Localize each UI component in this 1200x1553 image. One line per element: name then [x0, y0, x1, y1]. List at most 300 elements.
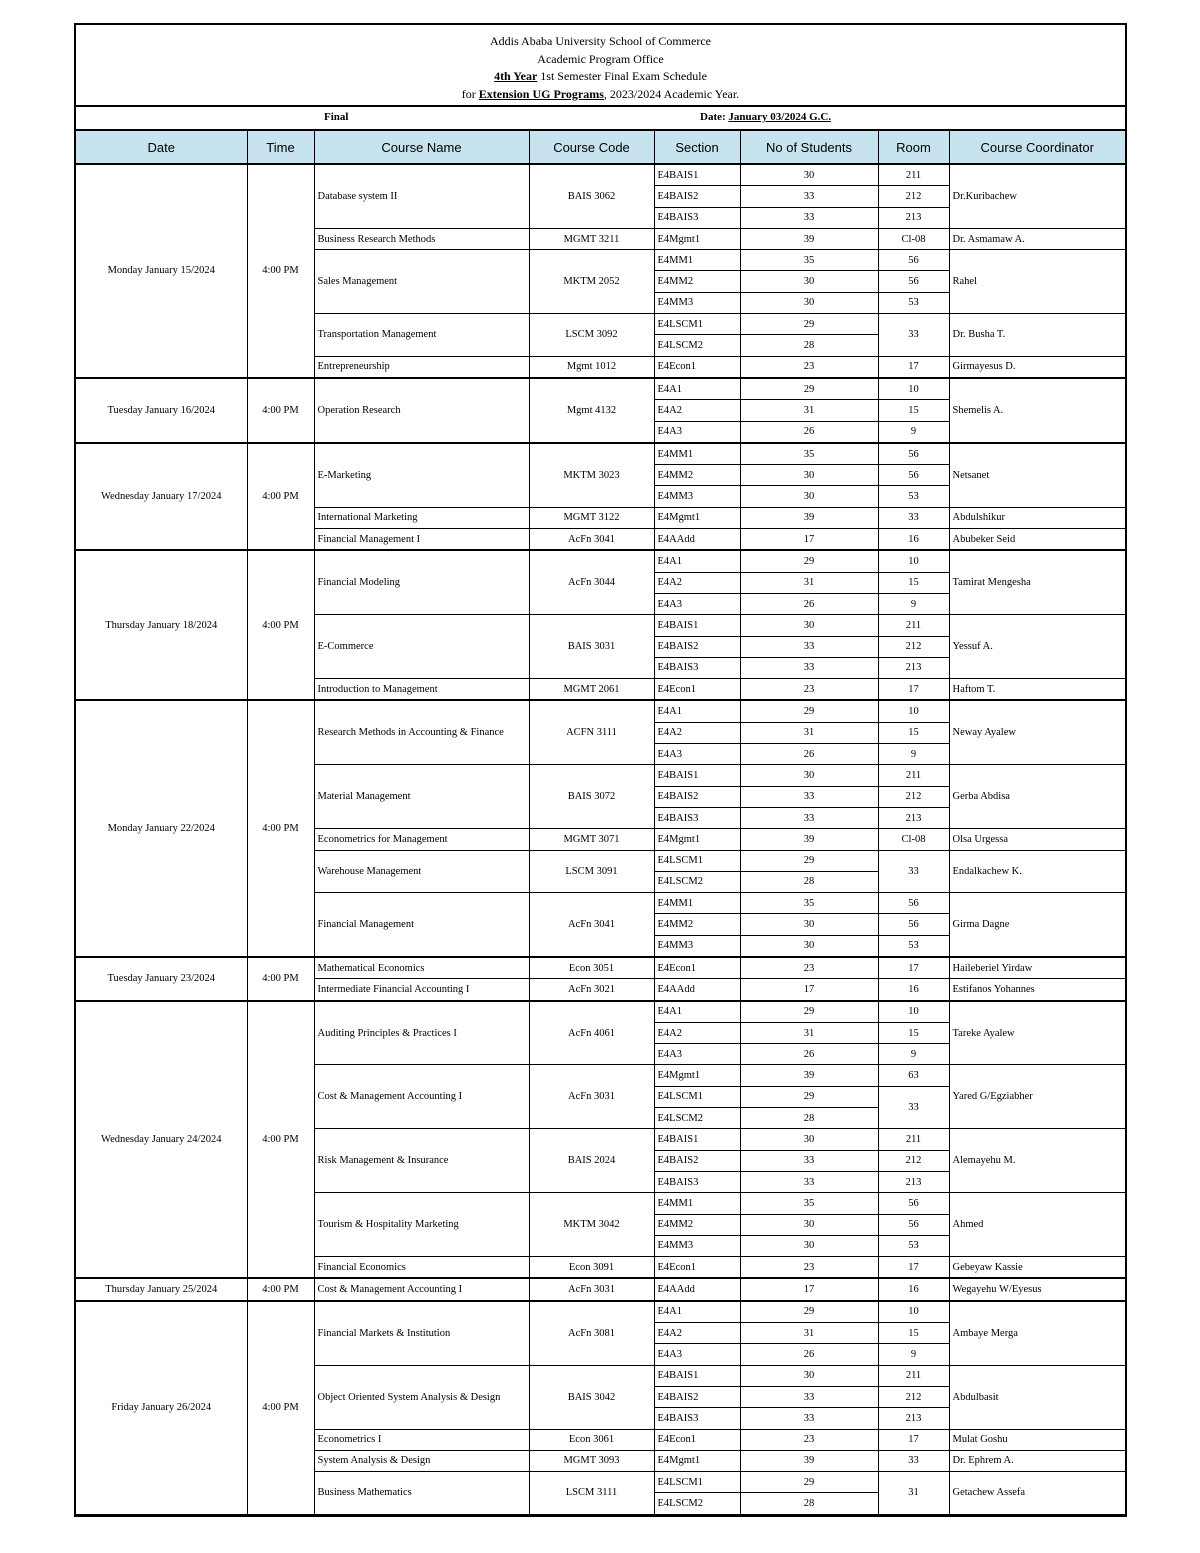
exam-date: Wednesday January 17/2024 — [76, 443, 247, 550]
student-count: 30 — [740, 1129, 878, 1150]
student-count: 29 — [740, 378, 878, 400]
course-coordinator: Neway Ayalew — [949, 700, 1125, 764]
section: E4Mgmt1 — [654, 829, 740, 850]
table-row — [76, 1278, 1125, 1300]
section: E4Econ1 — [654, 957, 740, 979]
col-section: Section — [654, 131, 740, 164]
exam-time: 4:00 PM — [247, 1278, 314, 1300]
course-name: Business Research Methods — [314, 228, 529, 249]
room: 212 — [878, 1386, 949, 1407]
university-name: Addis Ababa University School of Commerce — [490, 34, 711, 48]
room: 33 — [878, 314, 949, 357]
student-count: 31 — [740, 722, 878, 743]
section: E4BAIS3 — [654, 657, 740, 678]
exam-date: Thursday January 25/2024 — [76, 1278, 247, 1300]
room: 15 — [878, 1022, 949, 1043]
course-name: E-Commerce — [314, 615, 529, 679]
student-count: 26 — [740, 1344, 878, 1365]
section: E4LSCM1 — [654, 314, 740, 335]
room: 211 — [878, 615, 949, 636]
course-name: Econometrics I — [314, 1429, 529, 1450]
course-name: Object Oriented System Analysis & Design — [314, 1365, 529, 1429]
section: E4LSCM1 — [654, 850, 740, 871]
section: E4A1 — [654, 378, 740, 400]
release-date — [700, 111, 831, 123]
course-name: Introduction to Management — [314, 679, 529, 701]
course-name: Auditing Principles & Practices I — [314, 1001, 529, 1065]
course-code: Econ 3051 — [529, 957, 654, 979]
exam-date: Friday January 26/2024 — [76, 1301, 247, 1514]
course-name: Transportation Management — [314, 314, 529, 357]
section: E4AAdd — [654, 979, 740, 1001]
table-row — [76, 443, 1125, 465]
room: 17 — [878, 679, 949, 701]
course-name: Intermediate Financial Accounting I — [314, 979, 529, 1001]
section: E4A3 — [654, 1344, 740, 1365]
room: 63 — [878, 1065, 949, 1086]
exam-date: Thursday January 18/2024 — [76, 550, 247, 700]
subheader-row — [76, 107, 1125, 131]
course-code: MGMT 3093 — [529, 1450, 654, 1471]
section: E4BAIS3 — [654, 807, 740, 828]
student-count: 28 — [740, 335, 878, 356]
exam-date: Tuesday January 23/2024 — [76, 957, 247, 1001]
section: E4MM3 — [654, 486, 740, 507]
course-name: Cost & Management Accounting I — [314, 1278, 529, 1300]
student-count: 35 — [740, 250, 878, 271]
room: 56 — [878, 893, 949, 914]
course-code: Econ 3091 — [529, 1257, 654, 1279]
table-row — [76, 1001, 1125, 1023]
room: 15 — [878, 400, 949, 421]
section: E4BAIS1 — [654, 615, 740, 636]
exam-time: 4:00 PM — [247, 700, 314, 957]
course-coordinator: Girmayesus D. — [949, 356, 1125, 378]
section: E4BAIS1 — [654, 1129, 740, 1150]
room: 15 — [878, 572, 949, 593]
section: E4A2 — [654, 572, 740, 593]
course-coordinator: Girma Dagne — [949, 893, 1125, 957]
room: 211 — [878, 765, 949, 786]
exam-time: 4:00 PM — [247, 164, 314, 378]
date-value: January 03/2024 G.C. — [728, 111, 832, 123]
course-name: International Marketing — [314, 507, 529, 528]
room: 10 — [878, 1001, 949, 1023]
room: 17 — [878, 356, 949, 378]
course-name: System Analysis & Design — [314, 1450, 529, 1471]
student-count: 31 — [740, 1323, 878, 1344]
course-coordinator: Getachew Assefa — [949, 1472, 1125, 1515]
section: E4A1 — [654, 700, 740, 722]
student-count: 35 — [740, 893, 878, 914]
col-course-name: Course Name — [314, 131, 529, 164]
section: E4BAIS2 — [654, 186, 740, 207]
student-count: 30 — [740, 271, 878, 292]
section: E4LSCM2 — [654, 335, 740, 356]
room: 10 — [878, 378, 949, 400]
course-name: Financial Management — [314, 893, 529, 957]
student-count: 33 — [740, 1386, 878, 1407]
date-label: Date: — [700, 111, 726, 123]
course-coordinator: Gebeyaw Kassie — [949, 1257, 1125, 1279]
room: 10 — [878, 550, 949, 572]
course-code: Mgmt 4132 — [529, 378, 654, 443]
room: 33 — [878, 850, 949, 893]
student-count: 23 — [740, 1257, 878, 1279]
course-code: AcFn 3031 — [529, 1278, 654, 1300]
course-code: AcFn 3081 — [529, 1301, 654, 1365]
section: E4Econ1 — [654, 1257, 740, 1279]
student-count: 26 — [740, 1044, 878, 1065]
course-coordinator: Yessuf A. — [949, 615, 1125, 679]
table-row — [76, 957, 1125, 979]
section: E4BAIS3 — [654, 207, 740, 228]
course-coordinator: Haftom T. — [949, 679, 1125, 701]
course-coordinator: Yared G/Egziabher — [949, 1065, 1125, 1129]
room: 16 — [878, 1278, 949, 1300]
academic-year: 2023/2024 Academic Year. — [609, 86, 740, 101]
exam-time: 4:00 PM — [247, 378, 314, 443]
course-coordinator: Dr. Busha T. — [949, 314, 1125, 357]
course-code: BAIS 3072 — [529, 765, 654, 829]
student-count: 30 — [740, 465, 878, 486]
course-code: LSCM 3092 — [529, 314, 654, 357]
room: 9 — [878, 744, 949, 765]
room: 16 — [878, 979, 949, 1001]
room: 53 — [878, 1235, 949, 1256]
course-coordinator: Mulat Goshu — [949, 1429, 1125, 1450]
student-count: 39 — [740, 1065, 878, 1086]
exam-date: Wednesday January 24/2024 — [76, 1001, 247, 1279]
course-name: Financial Modeling — [314, 550, 529, 614]
course-name: Database system II — [314, 164, 529, 228]
section: E4BAIS2 — [654, 636, 740, 657]
student-count: 33 — [740, 1150, 878, 1171]
final-label: Final — [324, 111, 349, 123]
course-coordinator: Gerba Abdisa — [949, 765, 1125, 829]
student-count: 30 — [740, 1365, 878, 1386]
section: E4BAIS3 — [654, 1408, 740, 1429]
student-count: 23 — [740, 679, 878, 701]
course-coordinator: Netsanet — [949, 443, 1125, 507]
room: 56 — [878, 271, 949, 292]
room: 17 — [878, 1257, 949, 1279]
course-code: AcFn 3041 — [529, 893, 654, 957]
section: E4MM1 — [654, 1193, 740, 1214]
course-coordinator: Dr. Asmamaw A. — [949, 228, 1125, 249]
room: 213 — [878, 807, 949, 828]
section: E4LSCM2 — [654, 1108, 740, 1129]
student-count: 26 — [740, 593, 878, 614]
student-count: 30 — [740, 486, 878, 507]
room: 53 — [878, 292, 949, 313]
program-label: Extension UG Programs — [478, 86, 604, 101]
col-room: Room — [878, 131, 949, 164]
room: 53 — [878, 935, 949, 957]
section: E4AAdd — [654, 1278, 740, 1300]
course-name: Mathematical Economics — [314, 957, 529, 979]
student-count: 28 — [740, 1108, 878, 1129]
student-count: 35 — [740, 1193, 878, 1214]
student-count: 33 — [740, 657, 878, 678]
exam-schedule-sheet — [74, 23, 1127, 1517]
student-count: 29 — [740, 700, 878, 722]
course-code: Mgmt 1012 — [529, 356, 654, 378]
student-count: 29 — [740, 550, 878, 572]
exam-time: 4:00 PM — [247, 1301, 314, 1514]
course-code: AcFn 3044 — [529, 550, 654, 614]
room: 56 — [878, 914, 949, 935]
col-time: Time — [247, 131, 314, 164]
room: 15 — [878, 1323, 949, 1344]
course-coordinator: Haileberiel Yirdaw — [949, 957, 1125, 979]
year-label: 4th Year — [494, 69, 538, 83]
student-count: 17 — [740, 1278, 878, 1300]
room: 33 — [878, 1450, 949, 1471]
document-header — [76, 25, 1125, 107]
exam-time: 4:00 PM — [247, 550, 314, 700]
course-code: Econ 3061 — [529, 1429, 654, 1450]
course-name: Cost & Management Accounting I — [314, 1065, 529, 1129]
student-count: 31 — [740, 1022, 878, 1043]
section: E4Mgmt1 — [654, 1065, 740, 1086]
table-row — [76, 700, 1125, 722]
student-count: 26 — [740, 421, 878, 443]
student-count: 33 — [740, 1171, 878, 1192]
room: 213 — [878, 207, 949, 228]
student-count: 29 — [740, 850, 878, 871]
course-name: Material Management — [314, 765, 529, 829]
room: 212 — [878, 636, 949, 657]
student-count: 33 — [740, 807, 878, 828]
student-count: 33 — [740, 636, 878, 657]
room: 56 — [878, 465, 949, 486]
section: E4Mgmt1 — [654, 507, 740, 528]
room: 9 — [878, 1044, 949, 1065]
course-code: BAIS 3042 — [529, 1365, 654, 1429]
section: E4Econ1 — [654, 356, 740, 378]
course-name: Research Methods in Accounting & Finance — [314, 700, 529, 764]
student-count: 39 — [740, 829, 878, 850]
room: 213 — [878, 1171, 949, 1192]
course-name: Sales Management — [314, 250, 529, 314]
student-count: 29 — [740, 314, 878, 335]
student-count: 31 — [740, 400, 878, 421]
course-code: AcFn 4061 — [529, 1001, 654, 1065]
course-name: Entrepreneurship — [314, 356, 529, 378]
section: E4MM3 — [654, 935, 740, 957]
course-name: Operation Research — [314, 378, 529, 443]
office-name: Academic Program Office — [537, 51, 664, 66]
schedule-table — [76, 131, 1125, 1515]
room: 56 — [878, 250, 949, 271]
course-code: ACFN 3111 — [529, 700, 654, 764]
room: 211 — [878, 1129, 949, 1150]
section: E4MM3 — [654, 1235, 740, 1256]
table-row — [76, 164, 1125, 186]
section: E4MM3 — [654, 292, 740, 313]
student-count: 29 — [740, 1472, 878, 1493]
student-count: 30 — [740, 935, 878, 957]
student-count: 29 — [740, 1086, 878, 1107]
course-code: AcFn 3041 — [529, 529, 654, 551]
student-count: 23 — [740, 957, 878, 979]
room: 15 — [878, 722, 949, 743]
course-name: Tourism & Hospitality Marketing — [314, 1193, 529, 1257]
course-coordinator: Tareke Ayalew — [949, 1001, 1125, 1065]
section: E4LSCM1 — [654, 1086, 740, 1107]
student-count: 28 — [740, 1493, 878, 1514]
course-code: MGMT 2061 — [529, 679, 654, 701]
col-date: Date — [76, 131, 247, 164]
section: E4Econ1 — [654, 679, 740, 701]
course-coordinator: Dr.Kuribachew — [949, 164, 1125, 228]
section: E4BAIS2 — [654, 1386, 740, 1407]
section: E4A1 — [654, 1001, 740, 1023]
student-count: 17 — [740, 979, 878, 1001]
section: E4LSCM2 — [654, 1493, 740, 1514]
semester-label: 1st Semester Final Exam Schedule — [540, 69, 707, 83]
room: 212 — [878, 786, 949, 807]
course-name: Financial Economics — [314, 1257, 529, 1279]
course-coordinator: Dr. Ephrem A. — [949, 1450, 1125, 1471]
section: E4A2 — [654, 1323, 740, 1344]
student-count: 33 — [740, 207, 878, 228]
student-count: 23 — [740, 1429, 878, 1450]
section: E4Mgmt1 — [654, 228, 740, 249]
room: 56 — [878, 1193, 949, 1214]
course-code: AcFn 3031 — [529, 1065, 654, 1129]
course-coordinator: Abdulshikur — [949, 507, 1125, 528]
course-name: Econometrics for Management — [314, 829, 529, 850]
room: Cl-08 — [878, 829, 949, 850]
col-course-code: Course Code — [529, 131, 654, 164]
col-course-coordinator: Course Coordinator — [949, 131, 1125, 164]
student-count: 30 — [740, 615, 878, 636]
section: E4Mgmt1 — [654, 1450, 740, 1471]
room: 53 — [878, 486, 949, 507]
section: E4A2 — [654, 400, 740, 421]
student-count: 28 — [740, 871, 878, 892]
student-count: 29 — [740, 1301, 878, 1323]
student-count: 39 — [740, 1450, 878, 1471]
section: E4A2 — [654, 722, 740, 743]
course-coordinator: Wegayehu W/Eyesus — [949, 1278, 1125, 1300]
course-name: E-Marketing — [314, 443, 529, 507]
section: E4AAdd — [654, 529, 740, 551]
student-count: 31 — [740, 572, 878, 593]
exam-date: Monday January 22/2024 — [76, 700, 247, 957]
room: 211 — [878, 164, 949, 186]
for-label: for — [461, 86, 476, 101]
student-count: 33 — [740, 186, 878, 207]
table-row — [76, 1301, 1125, 1323]
course-code: MKTM 2052 — [529, 250, 654, 314]
exam-time: 4:00 PM — [247, 957, 314, 1001]
course-coordinator: Endalkachew K. — [949, 850, 1125, 893]
student-count: 30 — [740, 1214, 878, 1235]
room: Cl-08 — [878, 228, 949, 249]
course-coordinator: Abdulbasit — [949, 1365, 1125, 1429]
room: 213 — [878, 657, 949, 678]
section: E4BAIS1 — [654, 1365, 740, 1386]
section: E4MM1 — [654, 250, 740, 271]
course-code: LSCM 3091 — [529, 850, 654, 893]
student-count: 33 — [740, 786, 878, 807]
room: 33 — [878, 507, 949, 528]
section: E4MM2 — [654, 914, 740, 935]
exam-date: Tuesday January 16/2024 — [76, 378, 247, 443]
course-code: LSCM 3111 — [529, 1472, 654, 1515]
section: E4LSCM1 — [654, 1472, 740, 1493]
student-count: 35 — [740, 443, 878, 465]
course-coordinator: Shemelis A. — [949, 378, 1125, 443]
room: 33 — [878, 1086, 949, 1129]
course-code: BAIS 3062 — [529, 164, 654, 228]
section: E4A3 — [654, 421, 740, 443]
course-name: Business Mathematics — [314, 1472, 529, 1515]
course-code: BAIS 2024 — [529, 1129, 654, 1193]
room: 17 — [878, 1429, 949, 1450]
room: 213 — [878, 1408, 949, 1429]
section: E4A3 — [654, 593, 740, 614]
student-count: 30 — [740, 914, 878, 935]
course-code: BAIS 3031 — [529, 615, 654, 679]
section: E4MM2 — [654, 271, 740, 292]
section: E4MM2 — [654, 465, 740, 486]
room: 31 — [878, 1472, 949, 1515]
room: 211 — [878, 1365, 949, 1386]
room: 212 — [878, 1150, 949, 1171]
student-count: 30 — [740, 292, 878, 313]
student-count: 30 — [740, 765, 878, 786]
room: 10 — [878, 1301, 949, 1323]
course-code: MGMT 3211 — [529, 228, 654, 249]
room: 10 — [878, 700, 949, 722]
room: 17 — [878, 957, 949, 979]
student-count: 30 — [740, 164, 878, 186]
course-name: Risk Management & Insurance — [314, 1129, 529, 1193]
section: E4A1 — [654, 550, 740, 572]
course-coordinator: Ambaye Merga — [949, 1301, 1125, 1365]
section: E4BAIS2 — [654, 786, 740, 807]
room: 16 — [878, 529, 949, 551]
course-code: MGMT 3071 — [529, 829, 654, 850]
course-code: MKTM 3042 — [529, 1193, 654, 1257]
section: E4A1 — [654, 1301, 740, 1323]
student-count: 26 — [740, 744, 878, 765]
course-code: MGMT 3122 — [529, 507, 654, 528]
student-count: 33 — [740, 1408, 878, 1429]
section: E4BAIS2 — [654, 1150, 740, 1171]
section: E4Econ1 — [654, 1429, 740, 1450]
section: E4MM1 — [654, 443, 740, 465]
exam-date: Monday January 15/2024 — [76, 164, 247, 378]
course-coordinator: Alemayehu M. — [949, 1129, 1125, 1193]
section: E4BAIS1 — [654, 164, 740, 186]
course-name: Financial Management I — [314, 529, 529, 551]
student-count: 39 — [740, 507, 878, 528]
student-count: 23 — [740, 356, 878, 378]
course-coordinator: Ahmed — [949, 1193, 1125, 1257]
section: E4MM2 — [654, 1214, 740, 1235]
program-line: for Extension UG Programs, 2023/2024 Academic Year. — [461, 86, 740, 101]
section: E4BAIS1 — [654, 765, 740, 786]
course-coordinator: Estifanos Yohannes — [949, 979, 1125, 1001]
col-no-of-students: No of Students — [740, 131, 878, 164]
room: 56 — [878, 1214, 949, 1235]
student-count: 39 — [740, 228, 878, 249]
